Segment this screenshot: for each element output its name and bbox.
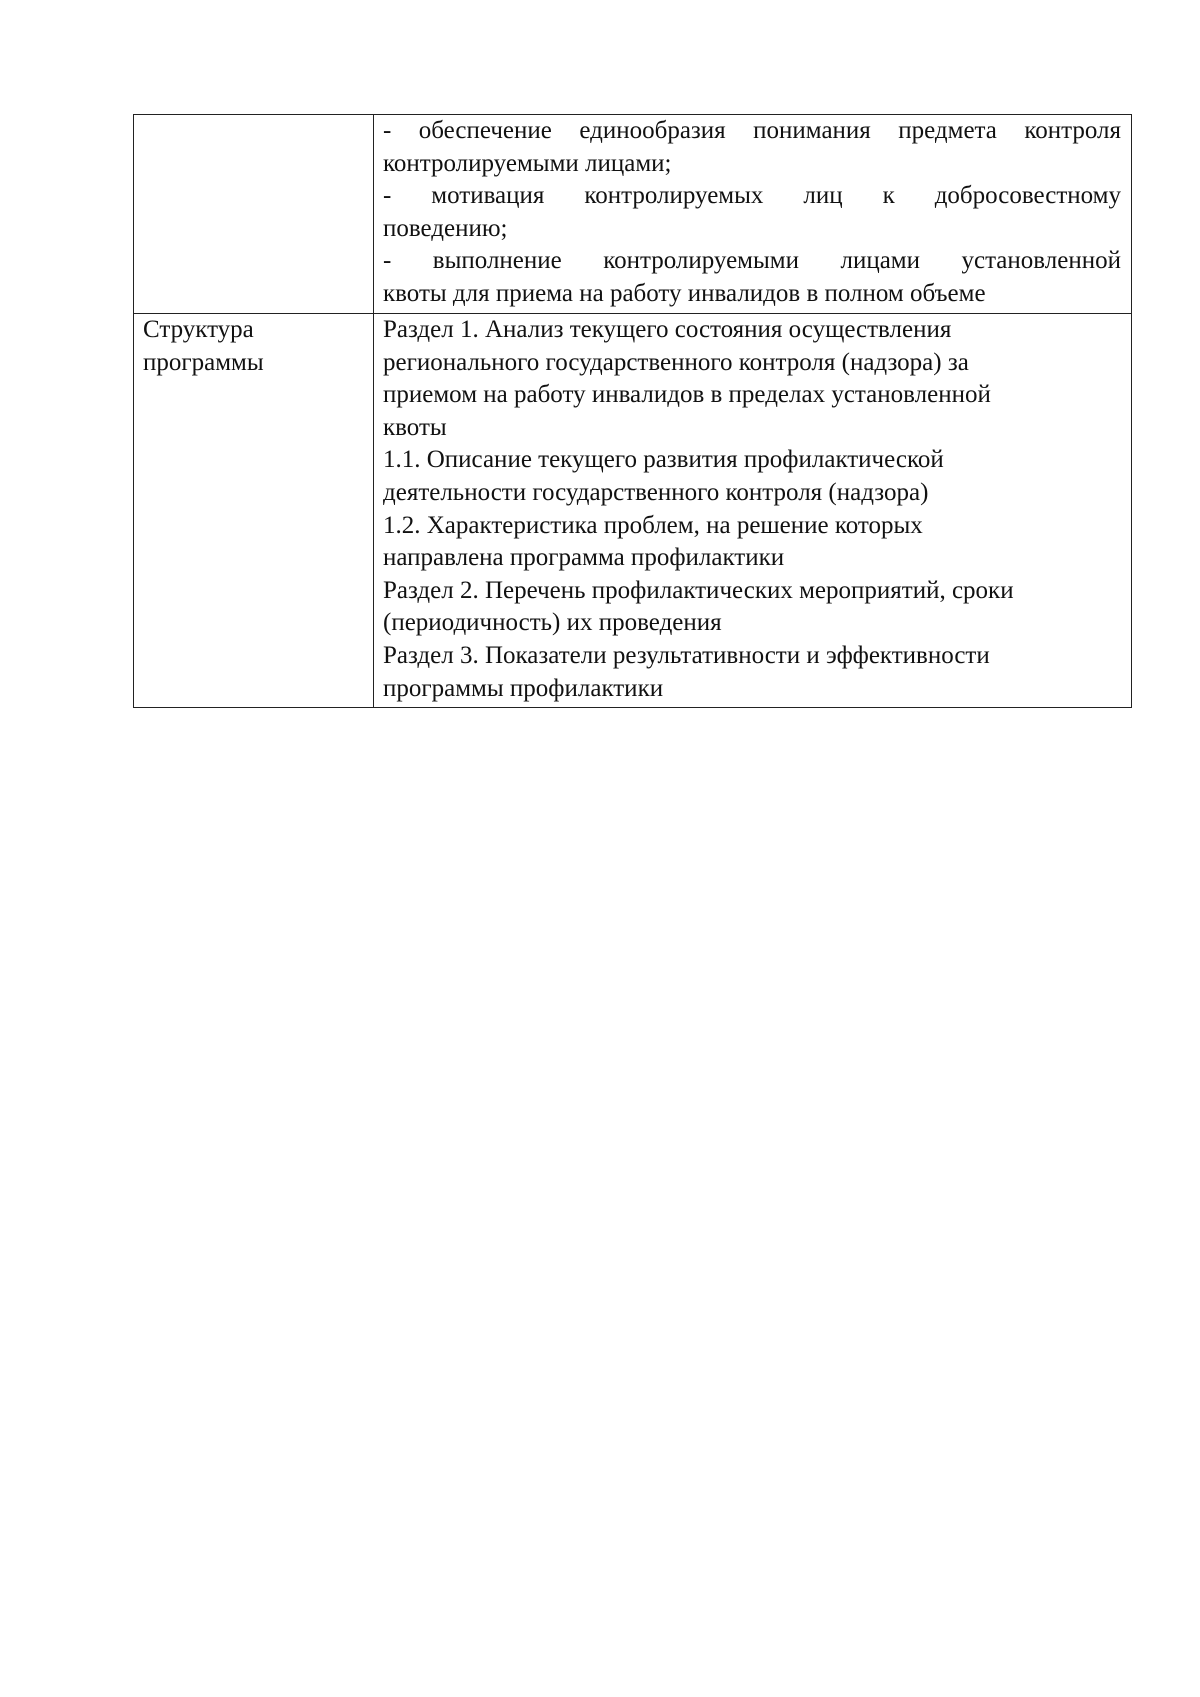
content-line: контролируемыми лицами; (383, 149, 672, 177)
document-table (133, 114, 1132, 708)
content-line: приемом на работу инвалидов в пределах установленной (383, 381, 991, 409)
row-content-cell (374, 314, 1132, 708)
row-label-cell (134, 115, 374, 314)
content-line: квоты для приема на работу инвалидов в полном объеме (383, 279, 986, 307)
content-line: - мотивация контролируемых лиц к добросовестному (383, 182, 1121, 210)
content-line: 1.1. Описание текущего развития профилактической (383, 446, 944, 474)
content-line: поведению; (383, 214, 508, 242)
content-line: программы профилактики (383, 674, 664, 702)
content-line: - выполнение контролируемыми лицами установленной (383, 247, 1121, 275)
content-line: деятельности государственного контроля (надзора) (383, 478, 929, 506)
content-line: - обеспечение единообразия понимания предмета контроля (383, 117, 1121, 144)
table-row (134, 115, 1132, 314)
row-label-cell (134, 314, 374, 708)
row-label: программы (143, 348, 264, 376)
content-line: регионального государственного контроля (надзора) за (383, 348, 969, 376)
content-line: Раздел 1. Анализ текущего состояния осуществления (383, 316, 952, 343)
row-label: Структура (143, 316, 254, 343)
content-line: квоты (383, 413, 447, 441)
content-line: Раздел 2. Перечень профилактических мероприятий, сроки (383, 576, 1014, 604)
row-content-cell (374, 115, 1132, 314)
content-line: 1.2. Характеристика проблем, на решение которых (383, 511, 923, 539)
content-line: направлена программа профилактики (383, 544, 785, 572)
content-line: (периодичность) их проведения (383, 609, 722, 637)
table-row (134, 314, 1132, 708)
content-line: Раздел 3. Показатели результативности и эффективности (383, 641, 990, 669)
